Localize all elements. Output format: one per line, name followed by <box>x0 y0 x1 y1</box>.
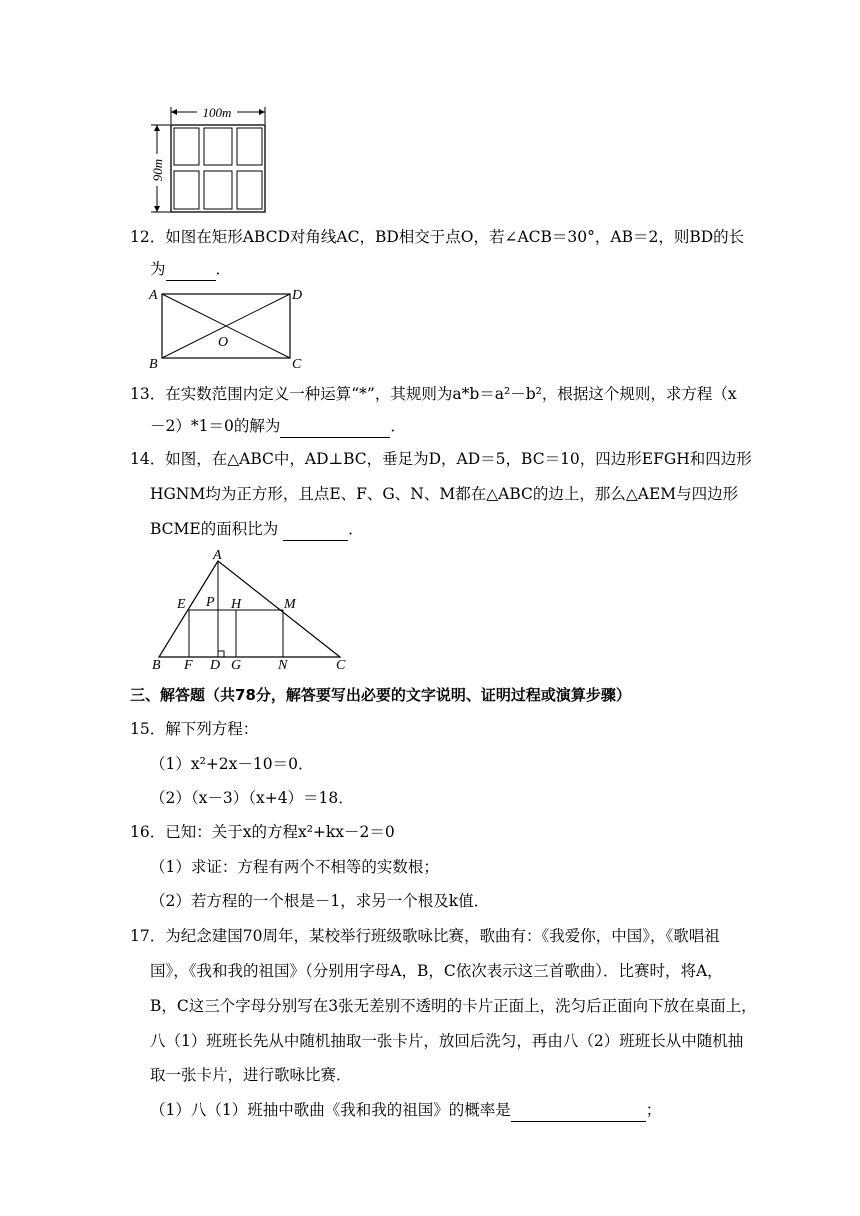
svg-text:A: A <box>149 288 158 303</box>
q15-sub2: （2）（x－3）（x+4）＝18． <box>150 789 354 807</box>
field-figure <box>145 104 285 219</box>
svg-text:C: C <box>292 357 302 372</box>
svg-text:M: M <box>284 597 296 612</box>
q16-sub1: （1）求证：方程有两个不相等的实数根； <box>150 858 439 876</box>
q17-sub1: （1）八（1）班抽中歌曲《我和我的祖国》的概率是 ； <box>150 1099 661 1122</box>
svg-text:F: F <box>184 658 193 670</box>
svg-text:B: B <box>152 658 161 670</box>
q15-sub1: （1）x²+2x－10＝0． <box>150 755 314 773</box>
height-label: 90m <box>150 158 165 182</box>
q14-line2: HGNM均为正方形，且点E、F、G、N、M都在△ABC的边上，那么△AEM与四边形 <box>150 485 739 503</box>
svg-text:D: D <box>292 288 303 303</box>
answer-blank[interactable] <box>166 258 216 281</box>
q16-sub2: （2）若方程的一个根是－1，求另一个根及k值． <box>150 892 490 910</box>
q14-line3: BCME的面积比为 ． <box>150 518 364 541</box>
section-title: 三、解答题（共78分，解答要写出必要的文字说明、证明过程或演算步骤） <box>130 686 631 704</box>
q14-line1: 14．如图，在△ABC中，AD⊥BC，垂足为D，AD＝5，BC＝10，四边形EFGH和四边形 <box>130 450 752 468</box>
width-label: 100m <box>202 105 232 120</box>
svg-text:H: H <box>231 597 242 612</box>
q12-line2: 为 ． <box>150 258 231 281</box>
triangle-squares-figure <box>145 548 360 670</box>
q17-line2: 国》，《我和我的祖国》（分别用字母A，B，C依次表示这三首歌曲）．比赛时，将A， <box>150 962 723 980</box>
q13-line1: 13．在实数范围内定义一种运算“*”，其规则为a*b＝a²－b²，根据这个规则，求方程（x <box>130 385 737 403</box>
answer-blank[interactable] <box>511 1099 646 1122</box>
q16-line1: 16．已知：关于x的方程x²+kx－2＝0 <box>130 823 395 841</box>
q17-line5: 取一张卡片，进行歌咏比赛． <box>150 1066 352 1084</box>
answer-blank[interactable] <box>280 415 390 438</box>
svg-text:E: E <box>177 597 186 612</box>
svg-text:A: A <box>213 548 222 563</box>
q17-line4: 八（1）班班长先从中随机抽取一张卡片，放回后洗匀，再由八（2）班班长从中随机抽 <box>150 1032 744 1050</box>
q17-line3: B，C这三个字母分别写在3张无差别不透明的卡片正面上，洗匀后正面向下放在桌面上， <box>150 997 757 1015</box>
q15-line1: 15．解下列方程： <box>130 720 259 738</box>
q12-line1: 12．如图在矩形ABCD对角线AC，BD相交于点O，若∠ACB＝30°，AB＝2，则BD的长 <box>130 228 745 246</box>
q17-line1: 17．为纪念建国70周年，某校举行班级歌咏比赛，歌曲有：《我爱你，中国》，《歌唱祖 <box>130 927 720 945</box>
svg-text:B: B <box>149 357 158 372</box>
rectangle-abcd-figure <box>145 284 315 374</box>
svg-text:P: P <box>206 595 215 610</box>
svg-text:G: G <box>231 658 242 670</box>
answer-blank[interactable] <box>283 518 348 541</box>
svg-text:D: D <box>210 658 221 670</box>
svg-text:N: N <box>278 658 288 670</box>
svg-text:C: C <box>336 658 346 670</box>
q13-line2: －2）*1＝0的解为 ． <box>150 415 406 438</box>
svg-text:O: O <box>218 335 229 350</box>
